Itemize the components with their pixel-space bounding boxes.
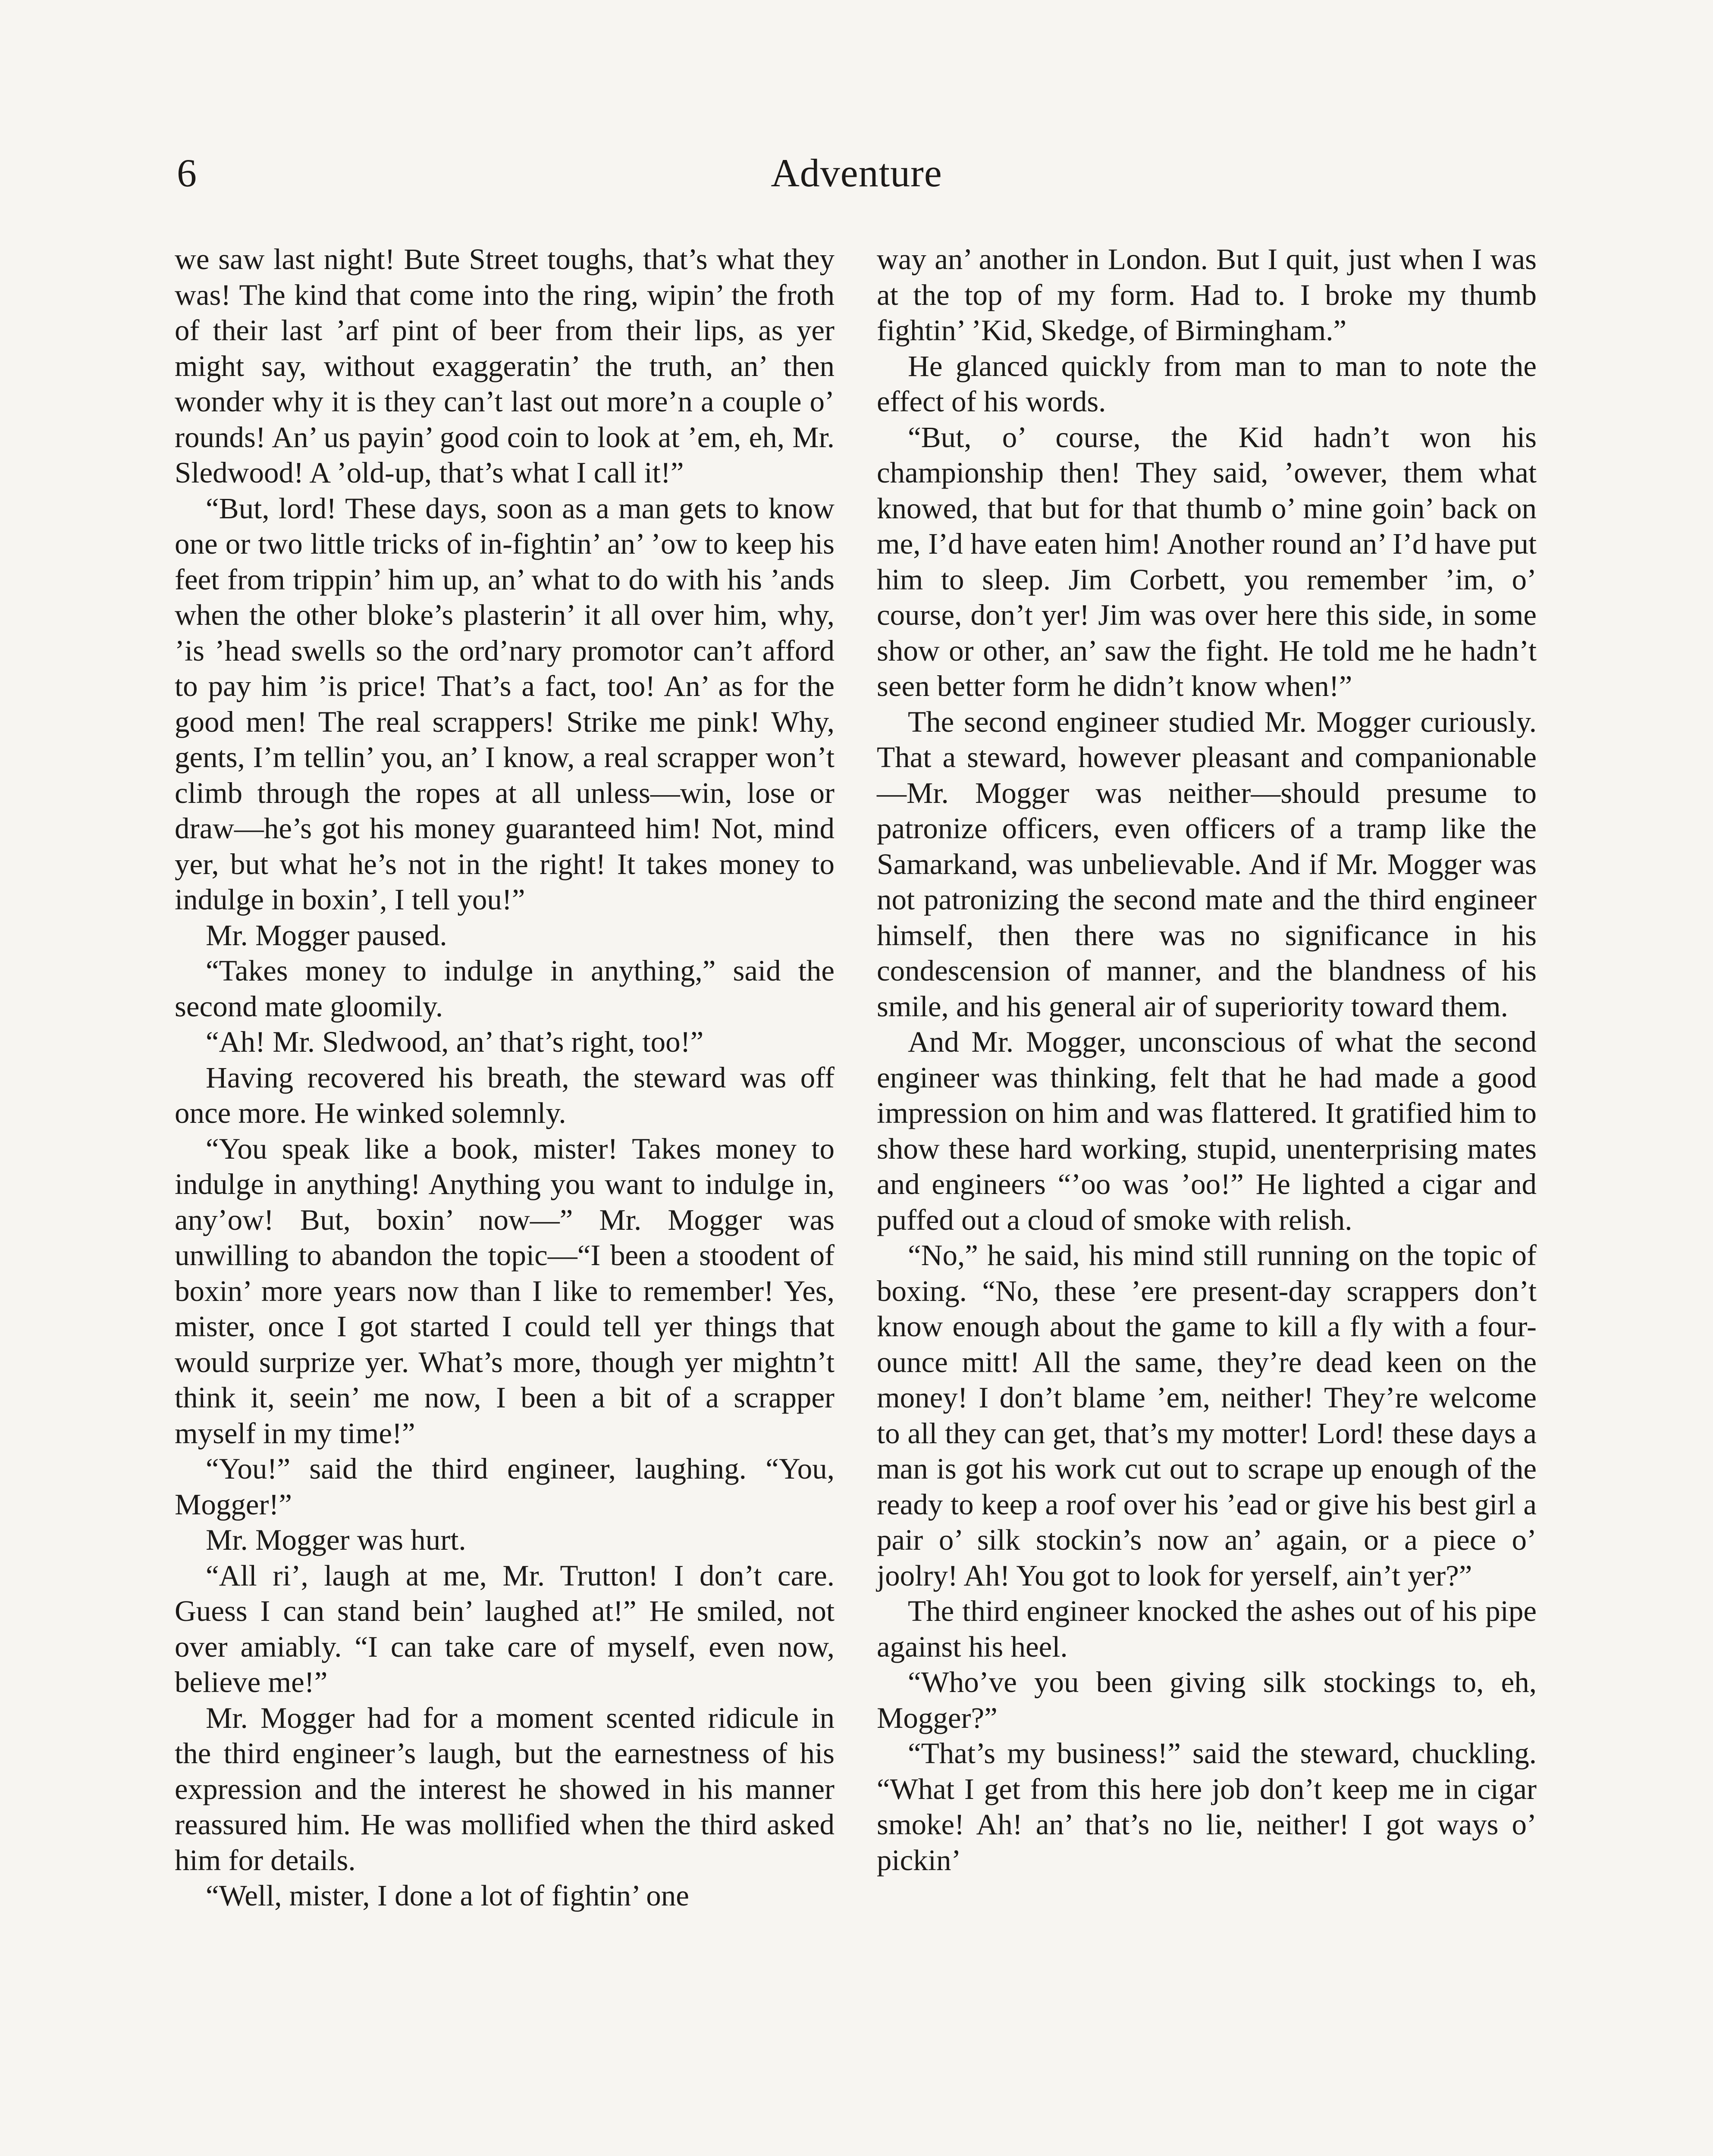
paragraph: “All ri’, laugh at me, Mr. Trutton! I don’t care. Guess I can stand bein’ laughed at!” He smiled, not over amiably. “I can take care of myself, even now, believe me!” [175,1559,835,1698]
paragraph: “Well, mister, I done a lot of fightin’ one [206,1879,689,1912]
text-column-right [877,241,1537,1878]
paragraph: Mr. Mogger paused. [206,918,447,952]
paragraph: “That’s my business!” said the steward, chuckling. “What I get from this here job don’t keep me in cigar smoke! Ah! an’ that’s no lie, neither! I got ways o’ pickin’ [877,1737,1537,1877]
paragraph: “Ah! Mr. Sledwood, an’ that’s right, too!” [206,1025,704,1058]
paragraph: “You speak like a book, mister! Takes money to indulge in anything! Anything you want to indulge in, any’ow! But, boxin’ now—” Mr. Mogger was unwilling to abandon the topic—“I been a stoodent of boxin’ more years now than I like to remember! Yes, mister, once I got started I could tell yer things that would surprize yer. What’s more, though yer mightn’t think it, seein’ me now, I been a bit of a scrapper myself in my time!” [175,1132,835,1450]
paragraph: “Who’ve you been giving silk stockings to, eh, Mogger?” [877,1666,1537,1734]
paragraph: Mr. Mogger was hurt. [206,1523,466,1556]
paragraph: “No,” he said, his mind still running on the topic of boxing. “No, these ’ere present-day scrappers don’t know enough about the game to kill a fly with a four-ounce mitt! All the same, they’re dead keen on the money! I don’t blame ’em, neither! They’re welcome to all they can get, that’s my motter! Lord! these days a man is got his work cut out to scrape up enough of the ready to keep a roof over his ’ead or give his best girl a pair o’ silk stockin’s now an’ again, or a piece o’ joolry! Ah! You got to look for yerself, ain’t yer?” [877,1239,1537,1592]
page-number: 6 [177,151,197,195]
paragraph: we saw last night! Bute Street toughs, that’s what they was! The kind that come into the ring, wipin’ the froth of their last ’arf pint of beer from their lips, as yer might say, without exaggeratin’ the truth, an’ then wonder why it is they can’t last out more’n a couple o’ rounds! An’ us payin’ good coin to look at ’em, eh, Mr. Sledwood! A ’old-up, that’s what I call it!” [175,243,835,489]
paragraph: Mr. Mogger had for a moment scented ridicule in the third engineer’s laugh, but the earnestness of his expression and the interest he showed in his manner reassured him. He was mollified when the third asked him for details. [175,1701,835,1877]
paragraph: And Mr. Mogger, unconscious of what the second engineer was thinking, felt that he had made a good impression on him and was flattered. It gratified him to show these hard working, stupid, unenterprising mates and engineers “’oo was ’oo!” He lighted a cigar and puffed out a cloud of smoke with relish. [877,1025,1537,1236]
paragraph: “But, lord! These days, soon as a man gets to know one or two little tricks of in-fightin’ an’ ’ow to keep his feet from trippin’ him up, an’ what to do with his ’ands when the other bloke’s plasterin’ it all over him, why, ’is ’head swells so the ord’nary promotor can’t afford to pay him ’is price! That’s a fact, too! An’ as for the good men! The real scrappers! Strike me pink! Why, gents, I’m tellin’ you, an’ I know, a real scrapper won’t climb through the ropes at all unless—win, lose or draw—he’s got his money guaranteed him! Not, mind yer, but what he’s not in the right! It takes money to indulge in boxin’, I tell you!” [175,492,835,916]
paragraph: “But, o’ course, the Kid hadn’t won his championship then! They said, ’owever, them what knowed, that but for that thumb o’ mine goin’ back on me, I’d have eaten him! Another round an’ I’d have put him to sleep. Jim Corbett, you remember ’im, o’ course, don’t yer! Jim was over here this side, in some show or other, an’ saw the fight. He told me he hadn’t seen better form he didn’t know when!” [877,420,1537,702]
paragraph: He glanced quickly from man to man to note the effect of his words. [877,349,1537,418]
running-head: Adventure [771,151,942,195]
text-column-left [175,241,835,1914]
paragraph: “You!” said the third engineer, laughing. “You, Mogger!” [175,1452,835,1521]
paragraph: way an’ another in London. But I quit, just when I was at the top of my form. Had to. I broke my thumb fightin’ ’Kid, Skedge, of Birmingham.” [877,243,1537,347]
paragraph: Having recovered his breath, the steward was off once more. He winked solemnly. [175,1061,835,1129]
paragraph: “Takes money to indulge in anything,” said the second mate gloomily. [175,954,835,1023]
paragraph: The second engineer studied Mr. Mogger curiously. That a steward, however pleasant and companionable—Mr. Mogger was neither—should presume to patronize officers, even officers of a tramp like the Samarkand, was unbelievable. And if Mr. Mogger was not patronizing the second mate and the third engineer himself, then there was no significance in his condescension of manner, and the blandness of his smile, and his general air of superiority toward them. [877,705,1537,1023]
paragraph: The third engineer knocked the ashes out of his pipe against his heel. [877,1595,1537,1663]
